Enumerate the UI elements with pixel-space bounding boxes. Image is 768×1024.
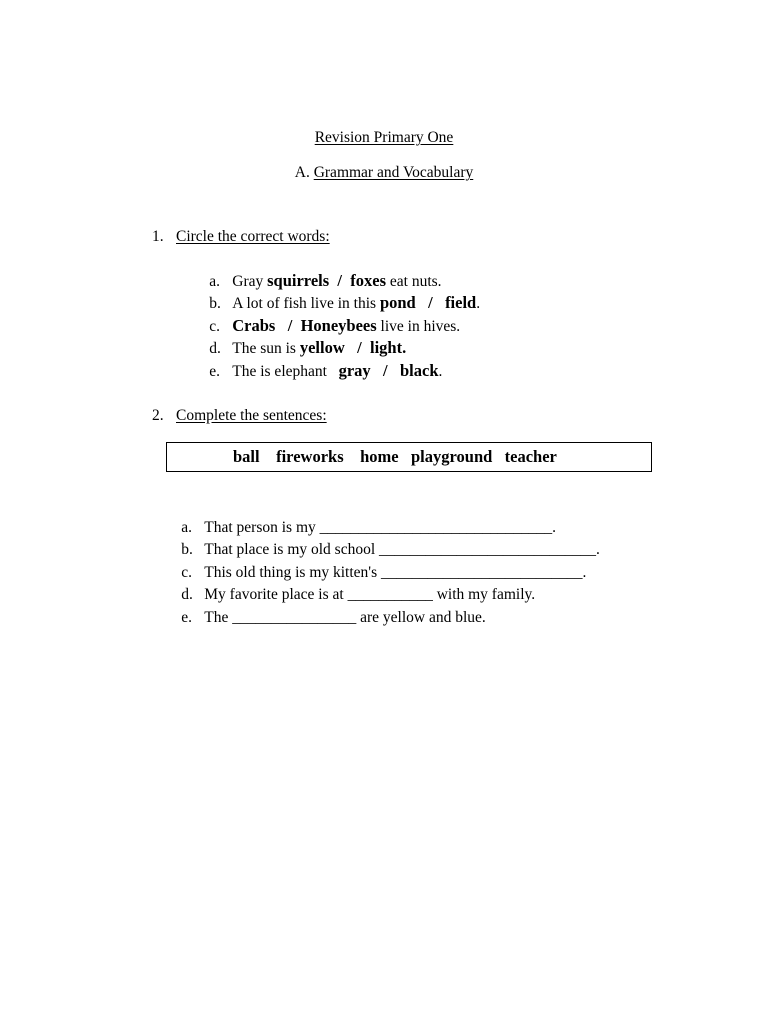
question-1-text: Circle the correct words: bbox=[176, 228, 330, 245]
item-text-before: The is elephant bbox=[232, 362, 339, 380]
item-text-after: eat nuts. bbox=[386, 272, 442, 290]
item-letter: b. bbox=[181, 541, 193, 558]
item-text-before: The sun is bbox=[232, 340, 300, 357]
item-letter: e. bbox=[181, 608, 193, 626]
question-2-number: 2. bbox=[152, 407, 164, 424]
option-item-a bbox=[186, 247, 480, 290]
item-letter: c. bbox=[209, 317, 221, 335]
item-text-after: . bbox=[476, 295, 481, 312]
title-text: Revision Primary One bbox=[314, 129, 454, 146]
question-1-heading bbox=[152, 228, 330, 246]
item-letter: a. bbox=[209, 272, 221, 290]
sentence-text: This old thing is my kitten's __________________________. bbox=[204, 563, 587, 581]
item-letter: d. bbox=[209, 340, 221, 357]
choice-word[interactable]: field bbox=[445, 293, 477, 312]
choice-word[interactable]: Honeybees bbox=[300, 315, 377, 335]
choice-separator: / bbox=[344, 338, 370, 357]
choice-word[interactable]: Crabs bbox=[232, 315, 276, 335]
choice-word[interactable]: squirrels bbox=[267, 270, 330, 290]
item-letter: b. bbox=[209, 295, 221, 312]
choice-separator: / bbox=[370, 360, 400, 380]
choice-word[interactable]: black bbox=[400, 360, 439, 380]
sentence-text: My favorite place is at ___________ with my family. bbox=[204, 586, 536, 603]
choice-separator: / bbox=[329, 270, 351, 290]
question-2-heading bbox=[152, 407, 327, 425]
item-text-after: live in hives. bbox=[376, 317, 461, 335]
choice-separator: / bbox=[415, 293, 446, 312]
worksheet-title bbox=[0, 129, 768, 147]
choice-word[interactable]: light. bbox=[369, 338, 407, 357]
choice-word[interactable]: yellow bbox=[299, 338, 345, 357]
word-bank-words: ball fireworks home playground teacher bbox=[233, 447, 557, 466]
section-prefix: A. bbox=[294, 164, 310, 181]
word-bank-box bbox=[166, 442, 652, 472]
item-text-before: A lot of fish live in this bbox=[232, 295, 380, 312]
item-letter: c. bbox=[181, 563, 193, 581]
item-letter: a. bbox=[181, 518, 193, 536]
question-1-number: 1. bbox=[152, 228, 164, 245]
item-letter: d. bbox=[181, 586, 193, 603]
item-text-after: . bbox=[438, 362, 443, 380]
choice-word[interactable]: pond bbox=[379, 293, 416, 312]
item-text-before: Gray bbox=[232, 272, 268, 290]
section-heading bbox=[0, 164, 768, 182]
sentence-text: The ________________ are yellow and blue. bbox=[204, 608, 486, 626]
sentence-item-a[interactable] bbox=[158, 494, 600, 536]
section-label: Grammar and Vocabulary bbox=[313, 164, 474, 181]
question-1-options bbox=[186, 247, 481, 380]
question-2-sentences bbox=[158, 494, 600, 626]
choice-word[interactable]: foxes bbox=[350, 270, 387, 290]
choice-separator: / bbox=[275, 315, 301, 335]
question-2-text: Complete the sentences: bbox=[176, 407, 327, 424]
sentence-text: That person is my ______________________________. bbox=[204, 518, 556, 536]
item-letter: e. bbox=[209, 362, 221, 380]
choice-word[interactable]: gray bbox=[338, 360, 371, 380]
sentence-text: That place is my old school ____________________________. bbox=[204, 541, 600, 558]
